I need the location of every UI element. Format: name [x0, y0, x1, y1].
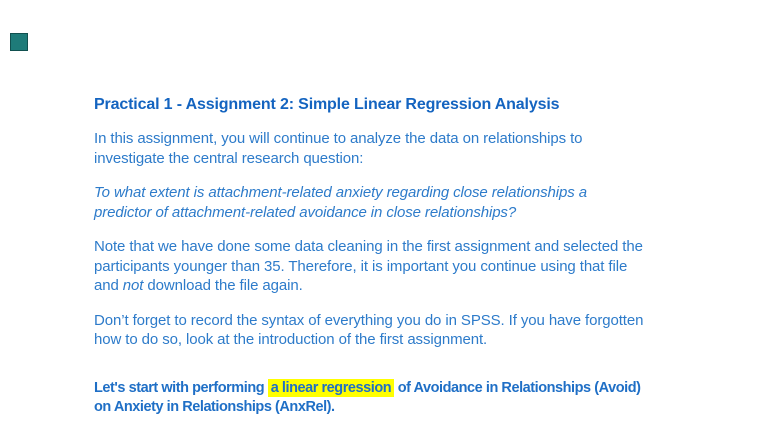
text-line	[94, 203, 734, 223]
text-run: In this assignment, you will continue to analyze the data on relationships to	[94, 130, 583, 147]
text-run: Note that we have done some data cleaning in the first assignment and selected the	[94, 238, 643, 255]
text-run: download the file again.	[143, 277, 303, 294]
paragraph	[94, 311, 734, 350]
text-line	[94, 237, 734, 257]
text-line	[94, 129, 734, 149]
text-line	[94, 379, 734, 399]
text-run: how to do so, look at the introduction of the first assignment.	[94, 331, 488, 348]
text-line	[94, 183, 734, 203]
text-run: Don’t forget to record the syntax of everything you do in SPSS. If you have forgotten	[94, 311, 644, 329]
text-line	[94, 149, 734, 169]
text-run: To what extent is attachment-related anxiety regarding close relationships a	[94, 184, 587, 201]
page-title: Practical 1 - Assignment 2: Simple Linear Regression Analysis	[94, 96, 560, 113]
text-run: investigate the central research question:	[94, 149, 364, 167]
text-line	[94, 257, 734, 277]
teal-square-marker	[10, 33, 28, 51]
text-run: not	[122, 277, 144, 294]
text-line	[94, 311, 734, 331]
text-run: participants younger than 35. Therefore, it is important you continue using that file	[94, 257, 628, 275]
highlighted-text: a linear regression	[268, 379, 394, 397]
paragraph	[94, 129, 734, 168]
paragraph	[94, 379, 734, 418]
text-run: and	[94, 277, 123, 294]
text-run: on Anxiety in Relationships (AnxRel).	[94, 399, 335, 415]
document-content	[94, 94, 734, 433]
text-line	[94, 398, 734, 418]
text-run: of Avoidance in Relationships (Avoid)	[394, 379, 641, 396]
document-body	[94, 129, 734, 418]
text-line	[94, 276, 734, 296]
text-run: predictor of attachment-related avoidance in close relationships?	[94, 203, 517, 221]
text-run: Let's start with performing	[94, 379, 268, 396]
text-line	[94, 330, 734, 350]
paragraph	[94, 183, 734, 222]
paragraph	[94, 237, 734, 296]
